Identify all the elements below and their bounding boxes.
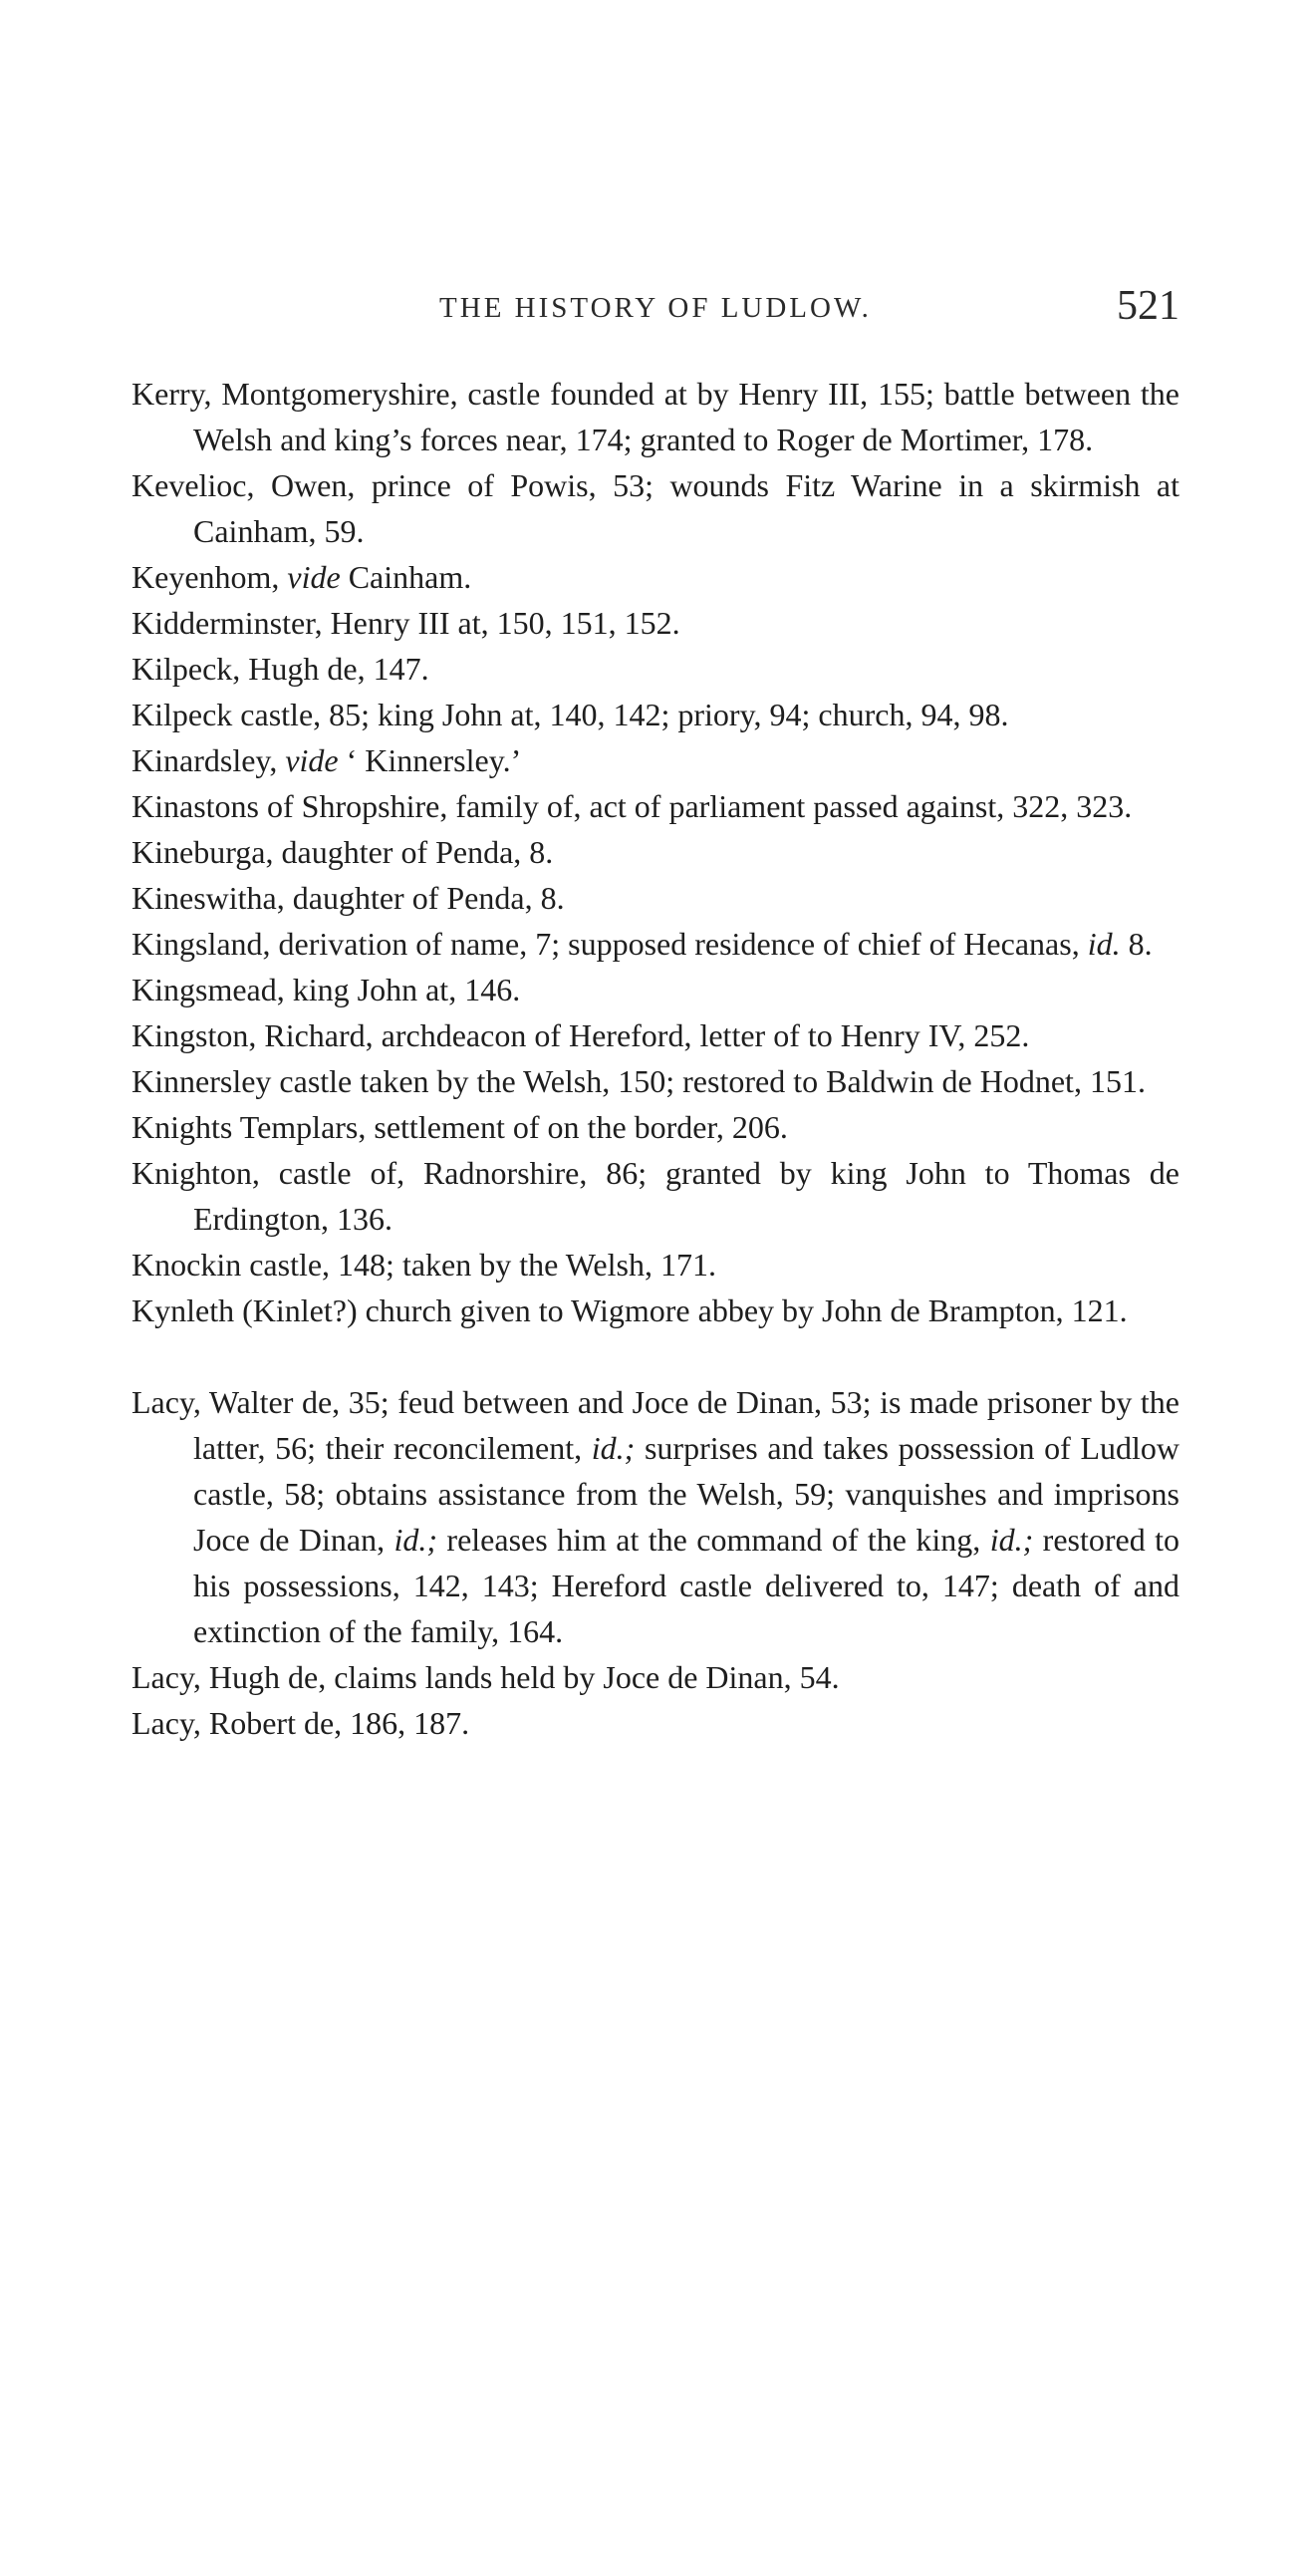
index-entry-kevelioc: Kevelioc, Owen, prince of Powis, 53; wounds Fitz Warine in a skirmish at Cainham, 59. (131, 467, 1179, 549)
index-entry-kingston: Kingston, Richard, archdeacon of Hereford, letter of to Henry IV, 252. (131, 1017, 1030, 1053)
index-entry-kingsland: Kingsland, derivation of name, 7; supposed residence of chief of Hecanas, id. 8. (131, 926, 1153, 962)
index-entry-kinastons: Kinastons of Shropshire, family of, act of parliament passed against, 322, 323. (131, 788, 1133, 824)
index-entry-kilpeck-hugh: Kilpeck, Hugh de, 147. (131, 651, 429, 687)
index-entry-knighton: Knighton, castle of, Radnorshire, 86; granted by king John to Thomas de Erdington, 136. (131, 1155, 1179, 1237)
page-number: 521 (1117, 283, 1179, 329)
index-entry-knockin: Knockin castle, 148; taken by the Welsh, 171. (131, 1247, 716, 1283)
index-entry-knights-templars: Knights Templars, settlement of on the border, 206. (131, 1109, 788, 1145)
index-entry-kerry: Kerry, Montgomeryshire, castle founded at by Henry III, 155; battle between the Welsh and king’s forces near, 174; granted to Roger de Mortimer, 178. (131, 376, 1179, 457)
index-entry-lacy-hugh: Lacy, Hugh de, claims lands held by Joce de Dinan, 54. (131, 1659, 840, 1695)
index-entry-kineburga: Kineburga, daughter of Penda, 8. (131, 834, 554, 870)
running-title: THE HISTORY OF LUDLOW. (439, 292, 872, 324)
index-entry-keyenhom: Keyenhom, vide Cainham. (131, 559, 472, 595)
index-entries (131, 371, 1179, 1746)
index-entry-kidderminster: Kidderminster, Henry III at, 150, 151, 152. (131, 605, 680, 641)
running-header (131, 282, 1179, 332)
index-entry-kynleth: Kynleth (Kinlet?) church given to Wigmore abbey by John de Brampton, 121. (131, 1292, 1128, 1328)
index-entry-lacy-walter: Lacy, Walter de, 35; feud between and Joce de Dinan, 53; is made prisoner by the latter, 56; their reconcilement, id.; surprises and takes possession of Ludlow castle, 58; obtains assistance from the Welsh, 59; vanquishes and imprisons Joce de Dinan, id.; releases him at the command of the king, id.; restored to his possessions, 142, 143; Hereford castle delivered to, 147; death of and extinction of the family, 164. (131, 1384, 1180, 1649)
index-entry-kilpeck-castle: Kilpeck castle, 85; king John at, 140, 142; priory, 94; church, 94, 98. (131, 697, 1009, 732)
index-entry-lacy-robert: Lacy, Robert de, 186, 187. (131, 1705, 470, 1741)
index-entry-kingsmead: Kingsmead, king John at, 146. (131, 972, 521, 1007)
index-entry-kineswitha: Kineswitha, daughter of Penda, 8. (131, 880, 565, 916)
index-entry-kinardsley: Kinardsley, vide ‘ Kinnersley.’ (131, 742, 522, 778)
index-entry-kinnersley: Kinnersley castle taken by the Welsh, 150; restored to Baldwin de Hodnet, 151. (131, 1063, 1146, 1099)
